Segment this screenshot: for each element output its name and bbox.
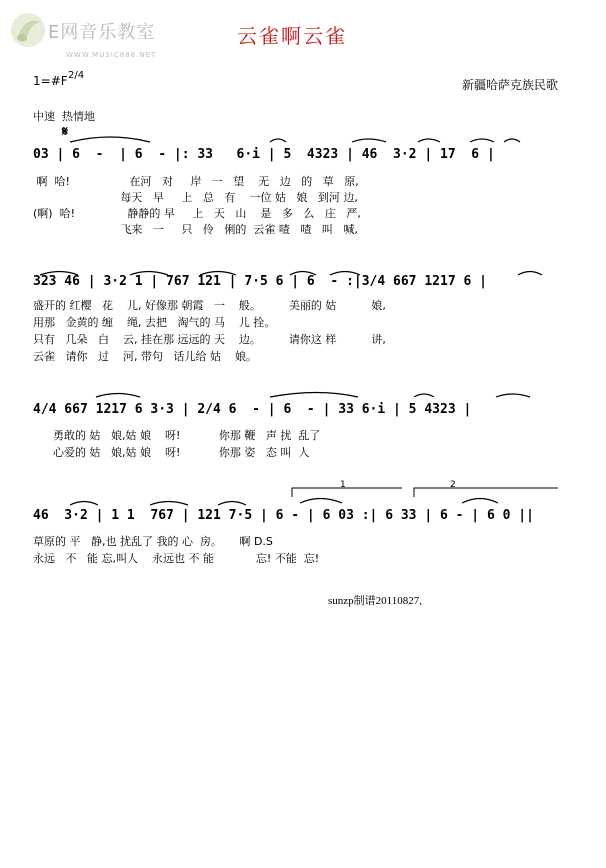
song-title: 云雀啊云雀 (237, 24, 347, 48)
volta-2-label: 2 (450, 480, 456, 490)
tempo-marking: 中速 热情地 (33, 110, 95, 123)
notation-line-2: 323 46 | 3·2 1 | 767 121 | 7·5 6 | 6 - :|3/4 667 1217 6 | (33, 274, 487, 289)
notation-line-4: 46 3·2 | 1 1 767 | 121 7·5 | 6 - | 6 03 :| 6 33 | 6 - | 6 0 || (33, 508, 534, 523)
lyric-line-2-2: 用那 金黄的 缠 绳, 去把 淘气的 马 儿 拴。 (33, 316, 276, 329)
lyric-line-2-3: 只有 几朵 白 云, 挂在那 远远的 天 边。 请你这 样 讲, (33, 333, 386, 346)
lyric-line-1-2: 每天 早 上 总 有 一位 姑 娘 到河 边, (33, 191, 358, 204)
song-origin: 新疆哈萨克族民歌 (462, 78, 559, 92)
notation-line-3: 4/4 667 1217 6 3·3 | 2/4 6 - | 6 - | 33 6·i | 5 4323 | (33, 402, 472, 417)
lyric-line-1-4: 飞来 一 只 伶 俐的 云雀 喳 喳 叫 喊, (33, 223, 358, 236)
key-signature: 1=#F (33, 74, 68, 88)
notation-line-1: 03 | 6 - | 6 - |: 33 6·i | 5 4323 | 46 3·2 | 17 6 | (33, 147, 495, 162)
lyric-line-4-2: 永远 不 能 忘,叫人 永远也 不 能 忘! 不能 忘! (33, 552, 320, 565)
lyric-line-3-2: 心爱的 姑 娘,姑 娘 呀! 你那 姿 态 叫 人 (53, 446, 310, 459)
lyric-line-3-1: 勇敢的 姑 娘,姑 娘 呀! 你那 鞭 声 扰 乱了 (53, 429, 321, 442)
lyric-line-1-1: 啊 哈! 在河 对 岸 一 望 无 边 的 草 原, (33, 175, 359, 188)
lyric-line-2-1: 盛开的 红樱 花 儿, 好像那 朝霞 一 般。 美丽的 姑 娘, (33, 299, 386, 312)
lyric-line-2-4: 云雀 请你 过 河, 带句 话儿给 姑 娘。 (33, 350, 257, 363)
transcriber-credit: sunzp制谱20110827, (328, 595, 423, 607)
volta-1-label: 1 (340, 480, 346, 490)
lyric-line-4-1: 草原的 平 静,也 扰乱了 我的 心 房。 啊 D.S (33, 535, 273, 548)
time-signature: 2/4 (68, 70, 85, 81)
lyric-line-1-3: (啊) 哈! 静静的 早 上 天 山 是 多 么 庄 严, (33, 207, 361, 220)
segno-icon: 𝄋 (62, 124, 69, 140)
site-name: E网音乐教室 (48, 22, 156, 43)
site-url: WWW.MUSIC888.NET (66, 51, 157, 59)
